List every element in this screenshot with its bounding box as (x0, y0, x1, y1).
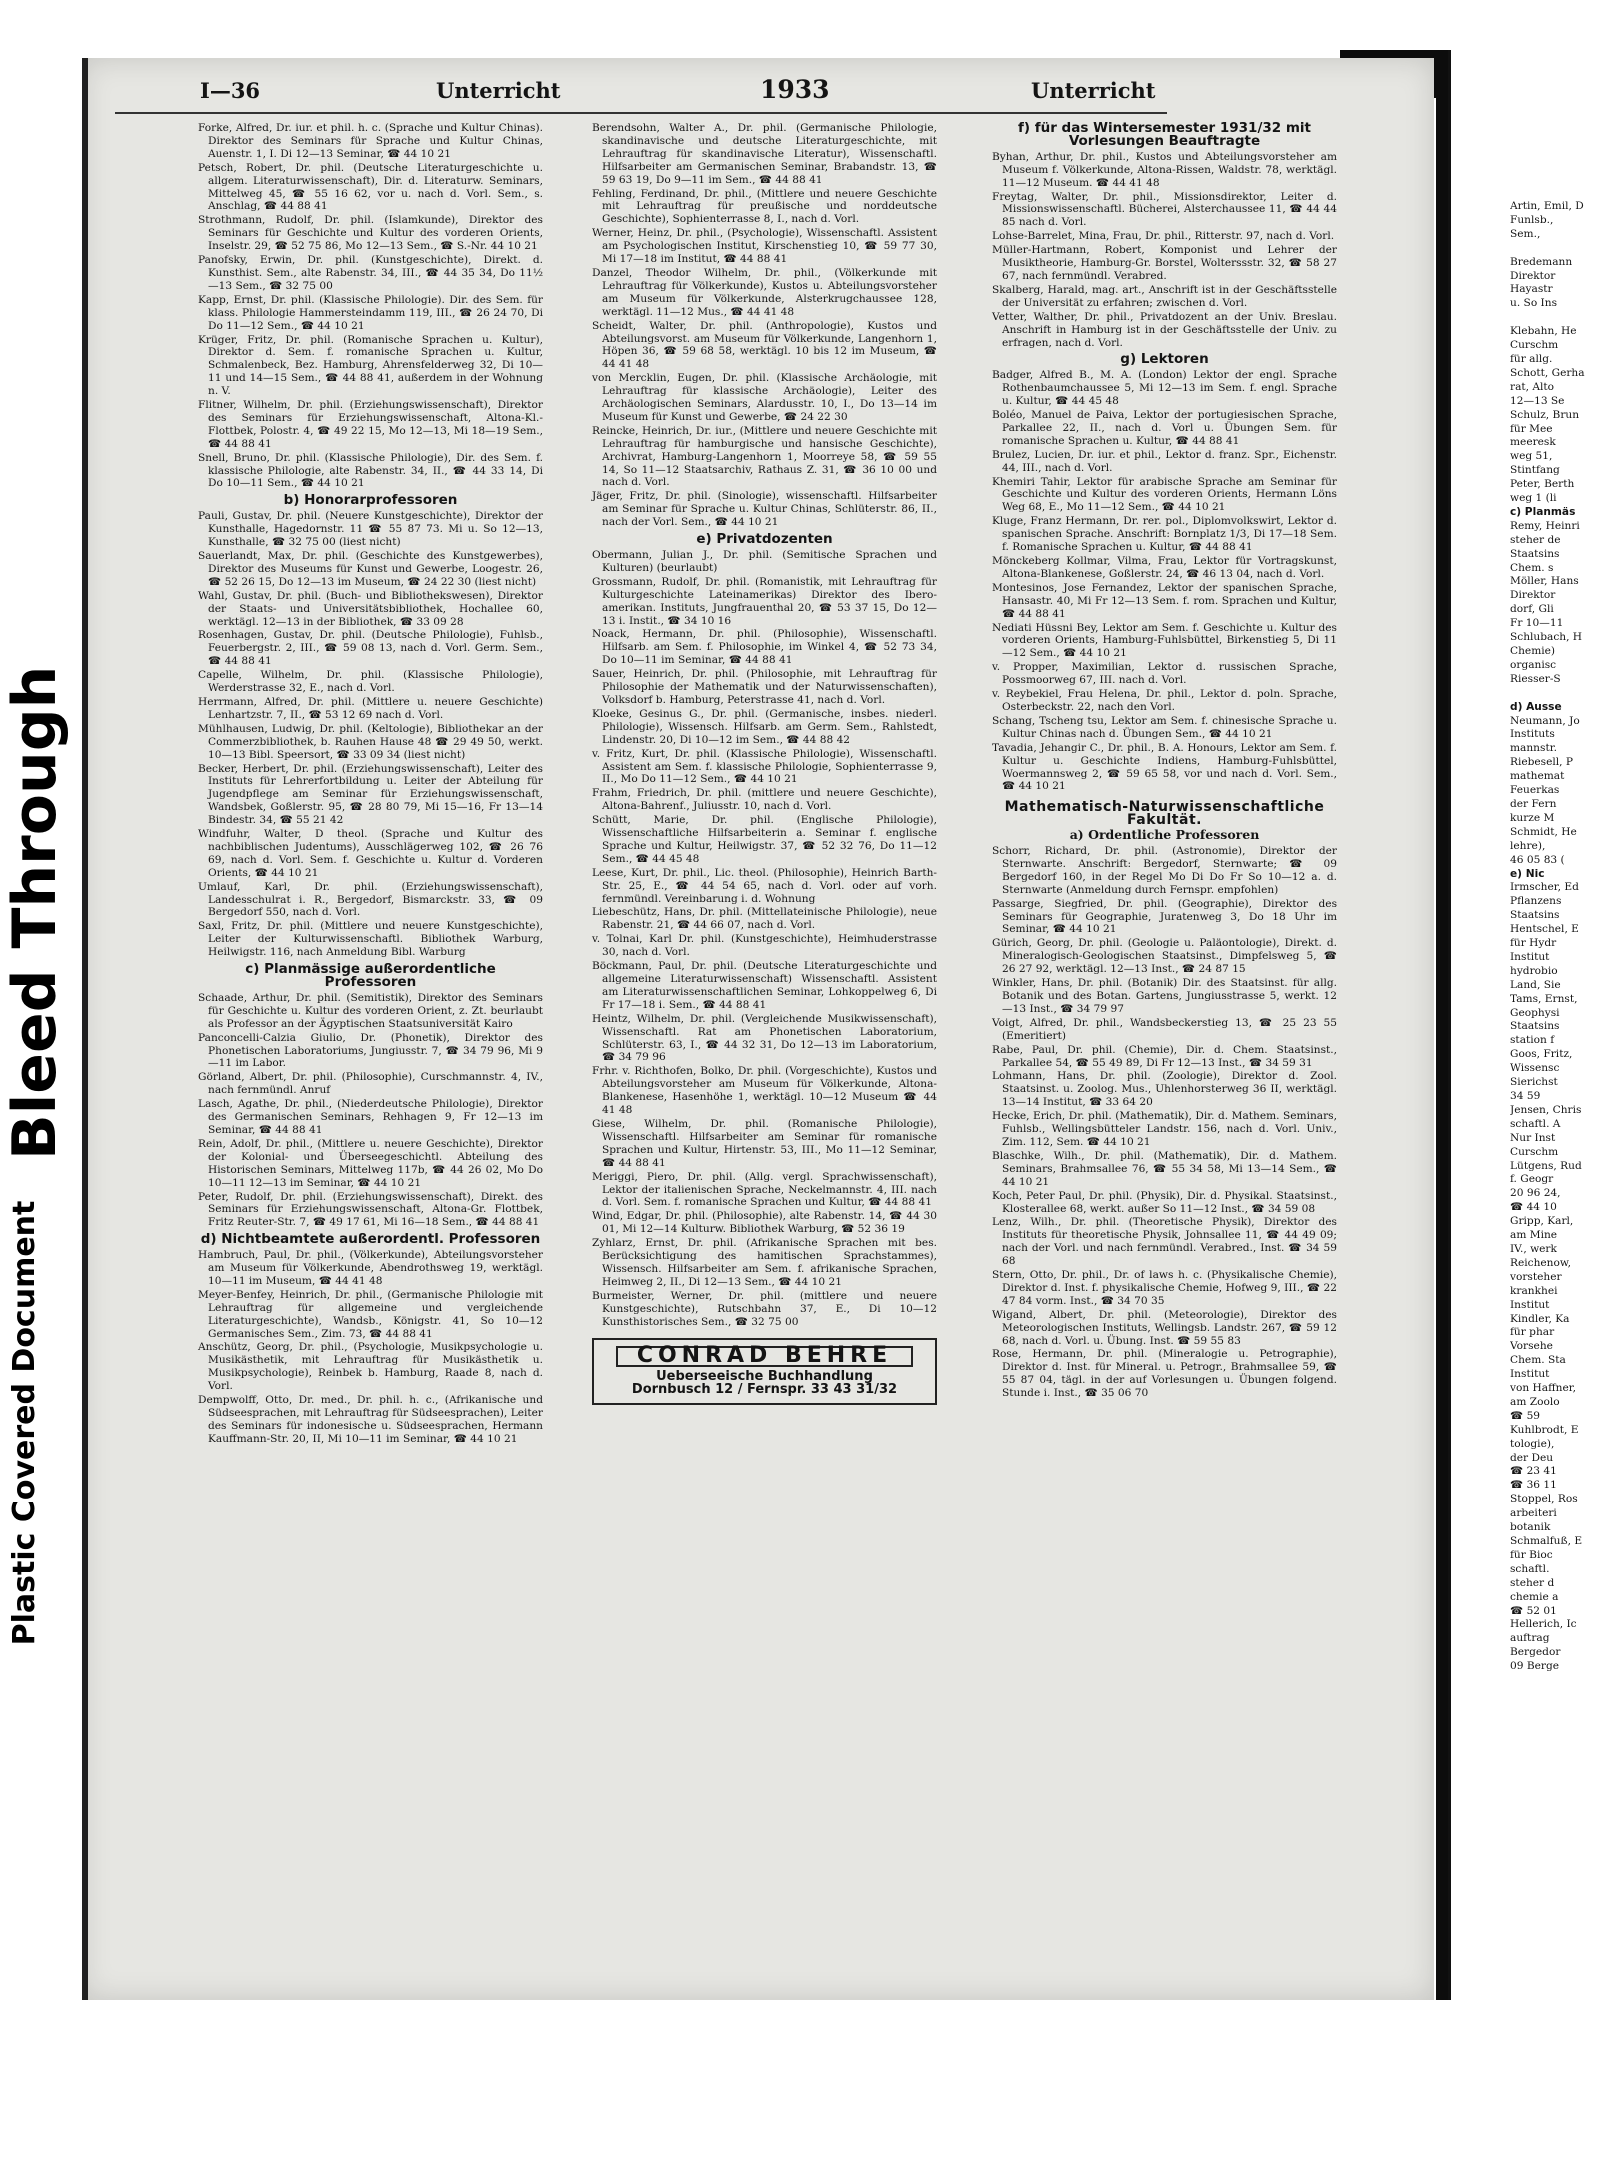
facing-page-fragment: mathemat (1510, 770, 1565, 783)
header-year: 1933 (760, 75, 830, 104)
ad-line-1: Ueberseeische Buchhandlung (656, 1369, 873, 1385)
directory-entry: Müller-Hartmann, Robert, Komponist und Lehrer der Musiktheorie, Hamburg-Gr. Borstel, Wolterssstr. 32, ☎ 58 27 67, nach fernmündl. Verabred. (992, 244, 1337, 282)
facing-page-fragment: Direktor (1510, 269, 1556, 282)
directory-entry: Byhan, Arthur, Dr. phil., Kustos und Abteilungsvorsteher am Museum f. Völkerkunde, Altona-Rissen, Waldstr. 78, werktägl. 11—12 Museum. ☎ 44 41 48 (992, 150, 1337, 189)
facing-page-fragment: von Haffner, (1510, 1382, 1576, 1395)
facing-page-fragment: chemie a (1510, 1590, 1559, 1603)
directory-entry: Reincke, Heinrich, Dr. iur., (Mittlere und neuere Geschichte mit Lehrauftrag für hamburgische und hansische Geschichte), Archivrat, Hamburg-Langenhorn 1, Moorreye 58, ☎ 59 55 14, So 11—12 Staatsarchiv, Rathaus Z. 31, ☎ 36 10 00 und nach d. Vorl. (592, 424, 937, 489)
directory-entry: Rosenhagen, Gustav, Dr. phil. (Deutsche Philologie), Fuhlsb., Feuerbergstr. 2, III., ☎ 59 08 13, nach d. Vorl. Germ. Sem., ☎ 44 88 41 (198, 629, 543, 668)
directory-entry: Jäger, Fritz, Dr. phil. (Sinologie), wissenschaftl. Hilfsarbeiter am Seminar für Sprache u. Kultur Chinas, Schlüterstr. 86, II., nach der Vorl. Sem., ☎ 44 10 21 (592, 490, 937, 529)
facing-page-fragment: Reichenow, (1510, 1256, 1572, 1269)
page-fold-line (1448, 50, 1451, 2000)
directory-entry: Kloeke, Gesinus G., Dr. phil. (Germanische, insbes. niederl. Philologie), Wissensch. Hilfsarb. am Germ. Sem., Rahlstedt, Lindenstr. 20, Di 10—12 im Sem., ☎ 44 88 42 (592, 707, 937, 746)
facing-page-fragment: 12—13 Se (1510, 394, 1565, 407)
directory-entry: Pauli, Gustav, Dr. phil. (Neuere Kunstgeschichte), Direktor der Kunsthalle, Hagedornstr. 11 ☎ 55 87 73. Mi u. So 12—13, Kunsthalle, ☎ 32 75 00 (liest nicht) (198, 510, 543, 549)
facing-page-fragment: Pflanzens (1510, 895, 1562, 908)
directory-entry: Strothmann, Rudolf, Dr. phil. (Islamkunde), Direktor des Seminars für Geschichte und Kultur des vorderen Orients, Inselstr. 29, ☎ 52 75 86, Mo 12—13 Sem., ☎ S.-Nr. 44 10 21 (198, 214, 543, 253)
directory-entry: Frahm, Friedrich, Dr. phil. (mittlere und neuere Geschichte), Altona-Bahrenf., Juliusstr. 10, nach d. Vorl. (592, 787, 937, 813)
facing-page-fragment: Neumann, Jo (1510, 714, 1580, 727)
facing-page-fragment: Gripp, Karl, (1510, 1215, 1574, 1228)
facing-page-fragment: Feuerkas (1510, 784, 1560, 797)
directory-entry: Rose, Hermann, Dr. phil. (Mineralogie u. Petrographie), Direktor d. Inst. für Mineral. u. Petrogr., Brahmsallee 59, ☎ 55 87 04, tägl. in der auf Vorlesungen u. Übungen folgend. Stunde i. Inst., ☎ 35 06 70 (992, 1348, 1337, 1400)
directory-entry: Koch, Peter Paul, Dr. phil. (Physik), Dir. d. Physikal. Staatsinst., Klosterallee 68, werkt. außer So 11—12 Inst., ☎ 34 59 08 (992, 1189, 1337, 1215)
facing-page-fragment: d) Ausse (1510, 700, 1562, 713)
directory-entry: Meriggi, Piero, Dr. phil. (Allg. vergl. Sprachwissenschaft), Lektor der italienischen Sprache, Neckelmannstr. 4, III. nach d. Vorl. Sem. f. romanische Sprachen und Kultur, ☎ 44 88 41 (592, 1170, 937, 1209)
directory-entry: Windfuhr, Walter, D theol. (Sprache und Kultur des nachbiblischen Judentums), Ausschlägerweg 102, ☎ 26 76 69, nach d. Vorl. Sem. f. Geschichte u. Kultur d. Vorderen Orients, ☎ 44 10 21 (198, 828, 543, 879)
directory-entry: Krüger, Fritz, Dr. phil. (Romanische Sprachen u. Kultur), Direktor d. Sem. f. romanische Sprachen u. Kultur, Schmalenbeck, Bez. Hamburg, Ahrensfelderweg 32, Di 10—11 und 14—15 Sem., ☎ 44 88 41, außerdem in der Wohnung n. V. (198, 333, 543, 398)
facing-page-fragment: der Fern (1510, 797, 1557, 810)
directory-entry: v. Tolnai, Karl Dr. phil. (Kunstgeschichte), Heimhuderstrasse 30, nach d. Vorl. (592, 933, 937, 959)
directory-entry: Saxl, Fritz, Dr. phil. (Mittlere und neuere Kunstgeschichte), Leiter der Kulturwissenschaftl. Bibliothek Warburg, Heilwigstr. 116, nach Anmeldung Bibl. Warburg (198, 920, 543, 959)
facing-page-fragment: Sierichst (1510, 1076, 1558, 1089)
directory-entry: Lohse-Barrelet, Mina, Frau, Dr. phil., Ritterstr. 97, nach d. Vorl. (992, 230, 1335, 243)
directory-entry: Grossmann, Rudolf, Dr. phil. (Romanistik, mit Lehrauftrag für Kulturgeschichte Lateinamerikas) Direktor des Ibero-amerikan. Instituts, Jungfrauenthal 20, ☎ 53 37 15, Do 12—13 i. Instit., ☎ 34 10 16 (592, 575, 937, 627)
facing-page-fragment: Chem. s (1510, 561, 1554, 574)
section-honorarprofessoren: b) Honorarprofessoren (283, 492, 458, 509)
facing-page-fragment (1510, 687, 1600, 700)
directory-entry: Panofsky, Erwin, Dr. phil. (Kunstgeschichte), Direkt. d. Kunsthist. Sem., alte Rabenstr. 34, III., ☎ 44 35 34, Do 11½—13 Sem., ☎ 32 75 00 (198, 254, 543, 292)
facing-page-fragment: Schulz, Brun (1510, 408, 1580, 421)
directory-entry: Petsch, Robert, Dr. phil. (Deutsche Literaturgeschichte u. allgem. Literaturwissenschaft), Dir. d. Literaturw. Seminars, Mittelweg 45, ☎ 55 16 62, vor u. nach d. Vorl. Sem., s. Anschlag, ☎ 44 88 41 (198, 161, 543, 213)
directory-entry: Danzel, Theodor Wilhelm, Dr. phil., (Völkerkunde mit Lehrauftrag für Völkerkunde), Kustos u. Abteilungsvorsteher am Museum für Völkerkunde, Alsterkrugchaussee 128, werktägl. 11—12 Mus., ☎ 44 41 48 (592, 266, 937, 318)
facing-page-fragment: Tams, Ernst, (1510, 992, 1578, 1005)
directory-entry: Kapp, Ernst, Dr. phil. (Klassische Philologie). Dir. des Sem. für klass. Philologie Hammersteindamm 119, III., ☎ 26 24 70, Di Do 11—12 Sem., ☎ 44 10 21 (198, 293, 543, 332)
facing-page-fragment: Wissensc (1510, 1062, 1560, 1075)
facing-page-fragment: ☎ 59 (1510, 1409, 1541, 1422)
facing-page-fragment: Schott, Gerha (1510, 366, 1585, 379)
directory-entry: Boléo, Manuel de Paiva, Lektor der portugiesischen Sprache, Parkallee 22, II., nach d. Vorl u. Übungen Sem. für romanische Sprachen u. Kultur, ☎ 44 88 41 (992, 409, 1337, 447)
facing-page-fragment: krankhei (1510, 1284, 1558, 1297)
facing-page-fragment: Remy, Heinri (1510, 519, 1580, 532)
directory-entry: Capelle, Wilhelm, Dr. phil. (Klassische Philologie), Werderstrasse 32, E., nach d. Vorl. (198, 669, 543, 695)
facing-page-fragment: station f (1510, 1034, 1555, 1047)
column-1 (198, 122, 543, 1447)
facing-page-fragment: für Bioc (1510, 1548, 1553, 1561)
directory-entry: v. Propper, Maximilian, Lektor d. russischen Sprache, Possmoorweg 67, III. nach d. Vorl. (992, 661, 1337, 687)
facing-page-fragment: steher d (1510, 1576, 1555, 1589)
conrad-behre-advertisement (592, 1338, 937, 1405)
directory-entry: Burmeister, Werner, Dr. phil. (mittlere und neuere Kunstgeschichte), Rutschbahn 37, E., Di 10—12 Kunsthistorisches Sem., ☎ 32 75 00 (592, 1289, 937, 1328)
facing-page-fragment: Fr 10—11 (1510, 617, 1564, 630)
facing-page-fragment: Staatsins (1510, 547, 1560, 560)
facing-page-fragment: dorf, Gli (1510, 603, 1554, 616)
facing-page-fragment: rat, Alto (1510, 380, 1555, 393)
facing-page-fragment: Hayastr (1510, 283, 1553, 296)
directory-entry: v. Fritz, Kurt, Dr. phil. (Klassische Philologie), Wissenschaftl. Assistent am Sem. f. klassische Philologie, Sophienterrasse 9, II., Mo Do 11—12 Sem., ☎ 44 10 21 (592, 747, 937, 786)
ad-line-2: Dornbusch 12 / Fernspr. 33 43 31/32 (631, 1382, 898, 1398)
facing-page-fragment: schaftl. (1510, 1562, 1550, 1575)
directory-entry: Skalberg, Harald, mag. art., Anschrift ist in der Geschäftsstelle der Universität zu erfahren; zwischen d. Vorl. (992, 283, 1337, 309)
directory-entry: Blaschke, Wilh., Dr. phil. (Mathematik), Dir. d. Mathem. Seminars, Brahmsallee 76, ☎ 55 34 58, Mi 13—14 Sem., ☎ 44 10 21 (992, 1149, 1337, 1188)
facing-page-fragment: Vorsehe (1510, 1340, 1553, 1353)
directory-entry: Werner, Heinz, Dr. phil., (Psychologie), Wissenschaftl. Assistent am Psychologischen Institut, Kirschenstieg 10, ☎ 59 77 30, Mi 17—18 im Institut, ☎ 44 88 41 (592, 227, 937, 266)
facing-page-fragment: am Mine (1510, 1229, 1558, 1242)
directory-entry: Wigand, Albert, Dr. phil. (Meteorologie), Direktor des Meteorologischen Instituts, Wellingsb. Landstr. 267, ☎ 59 12 68, nach d. Vorl. u. Übung. Inst. ☎ 59 55 83 (992, 1308, 1337, 1347)
facing-page-fragment: Stintfang (1510, 464, 1560, 477)
facing-page-fragment: Bredemann (1510, 255, 1573, 268)
directory-entry: Lenz, Wilh., Dr. phil. (Theoretische Physik), Direktor des Instituts für theoretische Physik, Johnsallee 11, ☎ 44 49 09; nach der Vorl. und nach fernmündl. Verabred., Inst. ☎ 34 59 68 (992, 1216, 1337, 1268)
directory-entry: Berendsohn, Walter A., Dr. phil. (Germanische Philologie, skandinavische und deutsche Literaturgeschichte, mit Lehrauftrag für skandinavische Literatur), Wissenschaftl. Hilfsarbeiter am Germanischen Seminar, Brabandstr. 13, ☎ 59 63 19, Do 9—11 im Sem., ☎ 44 88 41 (592, 122, 937, 186)
section-nichtbeamtete-professoren: d) Nichtbeamtete außerordentl. Professoren (200, 1231, 541, 1248)
facing-page-fragment: ☎ 36 11 (1510, 1479, 1557, 1492)
facing-page-fragment: arbeiteri (1510, 1507, 1557, 1520)
directory-entry: Mühlhausen, Ludwig, Dr. phil. (Keltologie), Bibliothekar an der Commerzbibliothek, b. Rauhen Hause 48 ☎ 29 49 50, werkt. 10—13 Bibl. Speersort, ☎ 33 09 34 (liest nicht) (198, 722, 543, 761)
facing-page-fragment: Artin, Emil, D (1510, 200, 1584, 212)
facing-page-fragment: Goos, Fritz, (1510, 1048, 1573, 1061)
facing-page-fragment: Kindler, Ka (1510, 1312, 1570, 1325)
header-left-title: Unterricht (436, 78, 561, 103)
facing-page-fragment: Hellerich, Ic (1510, 1618, 1577, 1631)
facing-page-fragment: Staatsins (1510, 1020, 1560, 1033)
facing-page-fragment: Riebesell, P (1510, 756, 1574, 769)
facing-page-fragment: Kuhlbrodt, E (1510, 1423, 1579, 1436)
directory-entry: Rabe, Paul, Dr. phil. (Chemie), Dir. d. Chem. Staatsinst., Parkallee 54, ☎ 55 49 89, Di Fr 12—13 Inst., ☎ 34 59 31 (992, 1043, 1337, 1069)
facing-page-fragment: botanik (1510, 1521, 1551, 1534)
page-left-border (82, 58, 88, 2000)
directory-entry: Stern, Otto, Dr. phil., Dr. of laws h. c. (Physikalische Chemie), Direktor d. Inst. f. physikalische Chemie, Hofweg 9, III., ☎ 22 47 84 vorm. Inst., ☎ 34 70 35 (992, 1269, 1337, 1307)
directory-entry: v. Reybekiel, Frau Helena, Dr. phil., Lektor d. poln. Sprache, Osterbeckstr. 22, nach den Vorl. (992, 688, 1337, 713)
facing-page-fragment: lehre), (1510, 839, 1546, 852)
directory-entry: Peter, Rudolf, Dr. phil. (Erziehungswissenschaft), Direkt. des Seminars für Erziehungswissenschaft, Altona-Gr. Flottbek, Fritz Reuter-Str. 7, ☎ 49 17 61, Mi 16—18 Sem., ☎ 44 88 41 (198, 1190, 543, 1229)
facing-page-fragment: 46 05 83 ( (1510, 853, 1565, 866)
facing-page-fragment: Riesser-S (1510, 672, 1561, 685)
directory-entry: Giese, Wilhelm, Dr. phil. (Romanische Philologie), Wissenschaftl. Hilfsarbeiter am Seminar für romanische Sprachen und Kultur, Hirtenstr. 53, III., Mo 11—12 Seminar, ☎ 44 88 41 (592, 1117, 937, 1169)
facing-page-fragment: Funlsb., (1510, 213, 1554, 226)
directory-entry: Nediati Hüssni Bey, Lektor am Sem. f. Geschichte u. Kultur des vorderen Orients, Hamburg-Fuhlsbüttel, Birkenstieg 5, Di 11—12 Sem., ☎ 44 10 21 (992, 621, 1337, 660)
facing-page-fragment: f. Geogr (1510, 1173, 1554, 1186)
directory-entry: Meyer-Benfey, Heinrich, Dr. phil., (Germanische Philologie mit Lehrauftrag für allgemeine und vergleichende Literaturgeschichte), Wandsb., Königstr. 41, So 10—12 Germanisches Sem., Zim. 73, ☎ 44 88 41 (198, 1288, 543, 1340)
directory-entry: Scheidt, Walter, Dr. phil. (Anthropologie), Kustos und Abteilungsvorst. am Museum für Völkerkunde, Langenhorn 1, Höpen 36, ☎ 59 68 58, werktägl. 10 bis 12 im Museum, ☎ 44 41 48 (592, 319, 937, 371)
directory-entry: Freytag, Walter, Dr. phil., Missionsdirektor, Leiter d. Missionswissenschaftl. Bücherei, Alsterchaussee 11, ☎ 44 44 85 nach d. Vorl. (992, 190, 1337, 229)
directory-entry: Panconcelli-Calzia Giulio, Dr. (Phonetik), Direktor des Phonetischen Laboratoriums, Jungiusstr. 7, ☎ 34 79 96, Mi 9—11 im Labor. (198, 1031, 543, 1070)
facing-page-fragment: Klebahn, He (1510, 325, 1577, 338)
directory-entry: Vetter, Walther, Dr. phil., Privatdozent an der Univ. Breslau. Anschrift in Hamburg ist in der Geschäftsstelle der Univ. zu erfragen, nach d. Vorl. (992, 310, 1337, 349)
facing-page-fragment: Institut (1510, 950, 1550, 963)
facing-page-fragment (1510, 311, 1600, 324)
facing-page-fragment: kurze M (1510, 811, 1555, 824)
facing-page-fragment: ☎ 52 01 (1510, 1604, 1557, 1617)
section-ordentliche-professoren: a) Ordentliche Professoren (1069, 827, 1260, 843)
faculty-heading: Mathematisch-Naturwissenschaftliche Fakultät. (1004, 799, 1325, 829)
facing-page-fragment: Bergedor (1510, 1646, 1561, 1659)
directory-entry: Winkler, Hans, Dr. phil. (Botanik) Dir. des Staatsinst. für allg. Botanik und des Botan. Gartens, Jungiusstrasse 5, werkt. 12—13 Inst., ☎ 34 79 97 (992, 977, 1337, 1015)
directory-entry: Sauer, Heinrich, Dr. phil. (Philosophie, mit Lehrauftrag für Philosophie der Mathematik und der Naturwissenschaften), Volksdorf b. Hamburg, Peterstrasse 41, nach d. Vorl. (592, 668, 937, 706)
facing-page-fragment: Curschm (1510, 339, 1559, 352)
directory-entry: Schang, Tscheng tsu, Lektor am Sem. f. chinesische Sprache u. Kultur Chinas nach d. Übungen Sem., ☎ 44 10 21 (992, 714, 1337, 740)
column-2 (592, 122, 937, 1405)
directory-entry: Noack, Hermann, Dr. phil. (Philosophie), Wissenschaftl. Hilfsarb. am Sem. f. Philosophie, im Winkel 4, ☎ 52 73 34, Do 10—11 im Seminar, ☎ 44 88 41 (592, 628, 937, 667)
directory-entry: Zyhlarz, Ernst, Dr. phil. (Afrikanische Sprachen mit bes. Berücksichtigung des hamitischen Sprachstammes), Wissensch. Hilfsarbeiter am Sem. f. afrikanische Sprachen, Heimweg 2, II., Di 12—13 Sem., ☎ 44 10 21 (592, 1237, 937, 1288)
directory-entry: Kluge, Franz Hermann, Dr. rer. pol., Diplomvolkswirt, Lektor d. spanischen Sprache. Anschrift: Bornplatz 1/3, Di 17—18 Sem. f. Romanische Sprachen u. Kultur, ☎ 44 88 41 (992, 515, 1337, 554)
facing-page-fragment: der Deu (1510, 1451, 1554, 1464)
directory-entry: Mönckeberg Kollmar, Vilma, Frau, Lektor für Vortragskunst, Altona-Blankenese, Goßlerstr. 24, ☎ 46 13 04, nach d. Vorl. (992, 555, 1337, 580)
header-right-title: Unterricht (1031, 78, 1156, 103)
section-beauftragte: f) für das Wintersemester 1931/32 mit Vorlesungen Beauftragte (1017, 120, 1312, 149)
section-planmaessige-ao-professoren: c) Planmässige außerordentliche Professoren (245, 961, 496, 990)
facing-page-fragment: Möller, Hans (1510, 575, 1579, 588)
directory-entry: Voigt, Alfred, Dr. phil., Wandsbeckerstieg 13, ☎ 25 23 55 (Emeritiert) (992, 1016, 1337, 1042)
facing-page-fragment: ☎ 23 41 (1510, 1465, 1557, 1478)
facing-page-strip (1510, 200, 1600, 1674)
directory-entry: Schorr, Richard, Dr. phil. (Astronomie), Direktor der Sternwarte. Anschrift: Bergedorf, Sternwarte; ☎ 09 Bergedorf 160, in der Regel Mo Di Do Fr So 10—12 a. d. Sternwarte (Anmeldung durch Fernspr. empfohlen) (992, 845, 1337, 896)
facing-page-fragment: c) Planmäs (1510, 505, 1576, 518)
directory-entry: Rein, Adolf, Dr. phil., (Mittlere u. neuere Geschichte), Direktor der Kolonial- und Überseegeschichtl. Abteilung des Historischen Seminars, Mittelweg 117b, ☎ 44 26 02, Mo Do 10—11 12—13 im Seminar, ☎ 44 10 21 (198, 1137, 543, 1189)
facing-page-fragment: e) Nic (1510, 867, 1545, 880)
facing-page-fragment: Schlubach, H (1510, 631, 1583, 644)
directory-entry: Frhr. v. Richthofen, Bolko, Dr. phil. (Vorgeschichte), Kustos und Abteilungsvorsteher am Museum für Völkerkunde, Altona-Blankenese, Hasenhöhe 1, werktägl. 10—12 Museum ☎ 44 41 48 (592, 1065, 937, 1117)
facing-page-fragment: Lütgens, Rud (1510, 1159, 1582, 1172)
section-lektoren: g) Lektoren (1120, 351, 1209, 368)
facing-page-fragment: am Zoolo (1510, 1395, 1560, 1408)
facing-page-fragment: Peter, Berth (1510, 478, 1575, 491)
facing-page-fragment: Direktor (1510, 589, 1556, 602)
facing-page-fragment: vorsteher (1510, 1270, 1562, 1283)
directory-entry: Sauerlandt, Max, Dr. phil. (Geschichte des Kunstgewerbes), Direktor des Museums für Kunst und Gewerbe, Loogestr. 26, ☎ 52 26 15, Do 12—13 im Museum, ☎ 24 22 30 (liest nicht) (198, 550, 543, 588)
facing-page-fragment: Irmscher, Ed (1510, 881, 1579, 894)
directory-entry: Heintz, Wilhelm, Dr. phil. (Vergleichende Musikwissenschaft), Wissenschaftl. Rat am Phonetischen Laboratorium, Schlüterstr. 63, I., ☎ 44 32 31, Do 12—13 im Laboratorium, ☎ 34 79 96 (592, 1012, 937, 1064)
plastic-covered-label: Plastic Covered Document (7, 1200, 42, 1646)
directory-entry: Flitner, Wilhelm, Dr. phil. (Erziehungswissenschaft), Direktor des Seminars für Erziehungswissenschaft, Altona-Kl.-Flottbek, Polostr. 4, ☎ 49 22 15, Mo 12—13, Mi 18—19 Sem., ☎ 44 88 41 (198, 399, 543, 450)
facing-page-fragment: Institut (1510, 1298, 1550, 1311)
directory-entry: Montesinos, Jose Fernandez, Lektor der spanischen Sprache, Hansastr. 40, Mi Fr 12—13 Sem. f. rom. Sprachen und Kultur, ☎ 44 88 41 (992, 581, 1337, 620)
directory-entry: Böckmann, Paul, Dr. phil. (Deutsche Literaturgeschichte und allgemeine Literaturwissenschaft) Wissenschaftl. Assistent am Literaturwissenschaftlichen Seminar, Lohkoppelweg 6, Di Fr 17—18 i. Sem., ☎ 44 88 41 (592, 960, 937, 1011)
facing-page-fragment: Chemie) (1510, 645, 1556, 657)
directory-entry: Khemiri Tahir, Lektor für arabische Sprache am Seminar für Geschichte und Kultur des vorderen Orients, Hermann Löns Weg 68, E., Mo 11—12 Sem., ☎ 44 10 21 (992, 475, 1337, 514)
facing-page-fragment: weg 1 (li (1510, 492, 1557, 505)
facing-page-fragment: IV., werk (1510, 1242, 1557, 1255)
facing-page-fragment: Schmidt, He (1510, 825, 1577, 838)
facing-page-fragment: Nur Inst (1510, 1131, 1556, 1144)
facing-page-fragment: hydrobio (1510, 964, 1558, 977)
facing-page-fragment: Instituts (1510, 728, 1555, 741)
facing-page-fragment: für allg. (1510, 352, 1553, 365)
directory-entry: Görland, Albert, Dr. phil. (Philosophie), Curschmannstr. 4, IV., nach fernmündl. Anruf (198, 1071, 543, 1097)
facing-page-fragment: Jensen, Chris (1510, 1103, 1582, 1116)
facing-page-fragment: für phar (1510, 1326, 1555, 1339)
directory-entry: Wahl, Gustav, Dr. phil. (Buch- und Bibliothekswesen), Direktor der Staats- und Universitätsbibliothek, Hochallee 60, werktägl. 12—13 in der Bibliothek, ☎ 33 09 28 (198, 589, 543, 628)
directory-entry: Herrmann, Alfred, Dr. phil. (Mittlere u. neuere Geschichte) Lenhartzstr. 7, II., ☎ 53 12 69 nach d. Vorl. (198, 695, 543, 721)
facing-page-fragment: für Mee (1510, 422, 1553, 435)
facing-page-fragment: u. So Ins (1510, 297, 1558, 310)
directory-entry: von Mercklin, Eugen, Dr. phil. (Klassische Archäologie, mit Lehrauftrag für klassische Archäologie), Leiter des Archäologischen Seminars, Alardusstr. 10, I., Do 13—14 im Museum für Kunst und Gewerbe, ☎ 24 22 30 (592, 372, 937, 423)
facing-page-fragment: tologie), (1510, 1437, 1555, 1450)
facing-page-fragment: ☎ 44 10 (1510, 1201, 1557, 1214)
directory-entry: Schütt, Marie, Dr. phil. (Englische Philologie), Wissenschaftliche Hilfsarbeiterin a. Seminar f. englische Sprache und Kultur, Heilwigstr. 37, ☎ 52 32 76, Do 11—12 Sem., ☎ 44 45 48 (592, 814, 937, 865)
facing-page-fragment: 34 59 (1510, 1090, 1541, 1102)
facing-page-fragment: Sem., (1510, 227, 1541, 240)
facing-page-fragment: Stoppel, Ros (1510, 1493, 1578, 1506)
directory-entry: Dempwolff, Otto, Dr. med., Dr. phil. h. c., (Afrikanische und Südseesprachen, mit Lehrauftrag für Südseesprachen), Leiter des Seminars für indonesische u. Südseesprachen, Hermann Kauffmann-Str. 20, II, Mi 10—11 im Seminar, ☎ 44 10 21 (198, 1394, 543, 1445)
section-privatdozenten: e) Privatdozenten (696, 531, 833, 548)
directory-entry: Gürich, Georg, Dr. phil. (Geologie u. Paläontologie), Direkt. d. Mineralogisch-Geologischen Staatsinst., Dimpfelsweg 5, ☎ 26 27 92, werktägl. 12—13 Inst., ☎ 24 87 15 (992, 937, 1337, 976)
page-number: I—36 (200, 78, 261, 103)
page-header (120, 75, 1160, 114)
facing-page-fragment: auftrag (1510, 1632, 1550, 1645)
directory-entry: Hambruch, Paul, Dr. phil., (Völkerkunde), Abteilungsvorsteher am Museum für Völkerkunde, Abendrothsweg 19, werktägl. 10—11 im Museum, ☎ 44 41 48 (198, 1249, 543, 1287)
facing-page-fragment: Schmalfuß, E (1510, 1535, 1583, 1547)
directory-entry: Lasch, Agathe, Dr. phil., (Niederdeutsche Philologie), Direktor des Germanischen Seminars, Rehhagen 9, Fr 12—13 im Seminar, ☎ 44 88 41 (198, 1098, 543, 1136)
directory-entry: Lohmann, Hans, Dr. phil. (Zoologie), Direktor d. Zool. Staatsinst. u. Zoolog. Mus., Uhlenhorsterweg 36 II, werktägl. 13—14 Institut, ☎ 33 64 20 (992, 1070, 1337, 1109)
facing-page-fragment: mannstr. (1510, 742, 1557, 755)
directory-entry: Passarge, Siegfried, Dr. phil. (Geographie), Direktor des Seminars für Geographie, Juratenweg 3, Do 18 Uhr im Seminar, ☎ 44 10 21 (992, 897, 1337, 936)
header-rule (115, 112, 1167, 114)
directory-entry: Umlauf, Karl, Dr. phil. (Erziehungswissenschaft), Landesschulrat i. R., Bergedorf, Bismarckstr. 33, ☎ 09 Bergedorf 550, nach d. Vorl. (198, 880, 543, 919)
facing-page-fragment: schaftl. A (1510, 1117, 1561, 1130)
directory-entry: Wind, Edgar, Dr. phil. (Philosophie), alte Rabenstr. 14, ☎ 44 30 01, Mi 12—14 Kulturw. Bibliothek Warburg, ☎ 52 36 19 (592, 1210, 937, 1236)
directory-entry: Schaade, Arthur, Dr. phil. (Semitistik), Direktor des Seminars für Geschichte u. Kultur des vorderen Orient, z. Zt. beurlaubt als Professor an der Ägyptischen Staatsuniversität Kairo (198, 991, 543, 1030)
facing-page-fragment: Staatsins (1510, 909, 1560, 922)
facing-page-fragment: weg 51, (1510, 450, 1553, 463)
facing-page-fragment: Institut (1510, 1368, 1550, 1381)
facing-page-fragment: meeresk (1510, 436, 1556, 449)
directory-entry: Anschütz, Georg, Dr. phil., (Psychologie, Musikpsychologie u. Musikästhetik, mit Lehrauftrag für Musikästhetik u. Musikpsychologie), Reinbek b. Hamburg, Raade 8, nach d. Vorl. (198, 1341, 543, 1393)
facing-page-fragment: organisc (1510, 658, 1557, 671)
directory-entry: Leese, Kurt, Dr. phil., Lic. theol. (Philosophie), Heinrich Barth-Str. 25, E., ☎ 44 54 65, nach d. Vorl. oder auf vorh. fernmündl. Vereinbarung i. d. Wohnung (592, 866, 937, 905)
directory-entry: Snell, Bruno, Dr. phil. (Klassische Philologie), Dir. des Sem. f. klassische Philologie, alte Rabenstr. 34, II., ☎ 44 33 14, Di Do 10—11 Sem., ☎ 44 10 21 (198, 451, 543, 490)
ad-firm-name: CONRAD BEHRE (616, 1346, 913, 1367)
directory-entry: Fehling, Ferdinand, Dr. phil., (Mittlere und neuere Geschichte mit Lehrauftrag für preußische und norddeutsche Geschichte), Sophienterrasse 8, I., nach d. Vorl. (592, 187, 937, 226)
facing-page-fragment: 09 Berge (1510, 1660, 1560, 1673)
directory-entry: Badger, Alfred B., M. A. (London) Lektor der engl. Sprache Rothenbaumchaussee 5, Mi 12—13 im Sem. f. engl. Sprache u. Kultur, ☎ 44 45 48 (992, 369, 1337, 408)
facing-page-fragment (1510, 242, 1600, 255)
facing-page-fragment: für Hydr (1510, 937, 1557, 950)
facing-page-fragment: 20 96 24, (1510, 1187, 1561, 1200)
column-3 (992, 122, 1337, 1401)
facing-page-fragment: Chem. Sta (1510, 1354, 1566, 1367)
facing-page-fragment: Curschm (1510, 1145, 1559, 1158)
facing-page-fragment: steher de (1510, 533, 1561, 546)
directory-entry: Tavadia, Jehangir C., Dr. phil., B. A. Honours, Lektor am Sem. f. Kultur u. Geschichte Indiens, Hamburg-Fuhlsbüttel, Woermannsweg 2, ☎ 59 65 58, vor und nach d. Vorl. Sem., ☎ 44 10 21 (992, 741, 1337, 793)
facing-page-fragment: Land, Sie (1510, 978, 1561, 991)
directory-entry: Becker, Herbert, Dr. phil. (Erziehungswissenschaft), Leiter des Instituts für Lehrerfortbildung u. Leiter der Abteilung für Jugendpflege am Seminar für Erziehungswissenschaft, Wandsbek, Goßlerstr. 95, ☎ 28 80 79, Mi 15—16, Fr 13—14 Bindestr. 34, ☎ 55 21 42 (198, 762, 543, 827)
bleed-through-label: Bleed Through (0, 665, 70, 1160)
directory-entry: Forke, Alfred, Dr. iur. et phil. h. c. (Sprache und Kultur Chinas). Direktor des Seminars für Sprache und Kultur Chinas, Auenstr. 1, I. Di 12—13 Seminar, ☎ 44 10 21 (198, 122, 543, 160)
directory-entry: Obermann, Julian J., Dr. phil. (Semitische Sprachen und Kulturen) (beurlaubt) (592, 549, 937, 574)
directory-entry: Brulez, Lucien, Dr. iur. et phil., Lektor d. franz. Spr., Eichenstr. 44, III., nach d. Vorl. (992, 448, 1337, 474)
facing-page-fragment: Geophysi (1510, 1006, 1560, 1019)
directory-entry: Liebeschütz, Hans, Dr. phil. (Mittellateinische Philologie), neue Rabenstr. 21, ☎ 44 66 07, nach d. Vorl. (592, 906, 937, 932)
facing-page-fragment: Hentschel, E (1510, 923, 1579, 936)
directory-entry: Hecke, Erich, Dr. phil. (Mathematik), Dir. d. Mathem. Seminars, Fuhlsb., Wellingsbütteler Landstr. 156, nach d. Vorl. Univ., Zim. 112, Sem. ☎ 44 10 21 (992, 1110, 1337, 1148)
